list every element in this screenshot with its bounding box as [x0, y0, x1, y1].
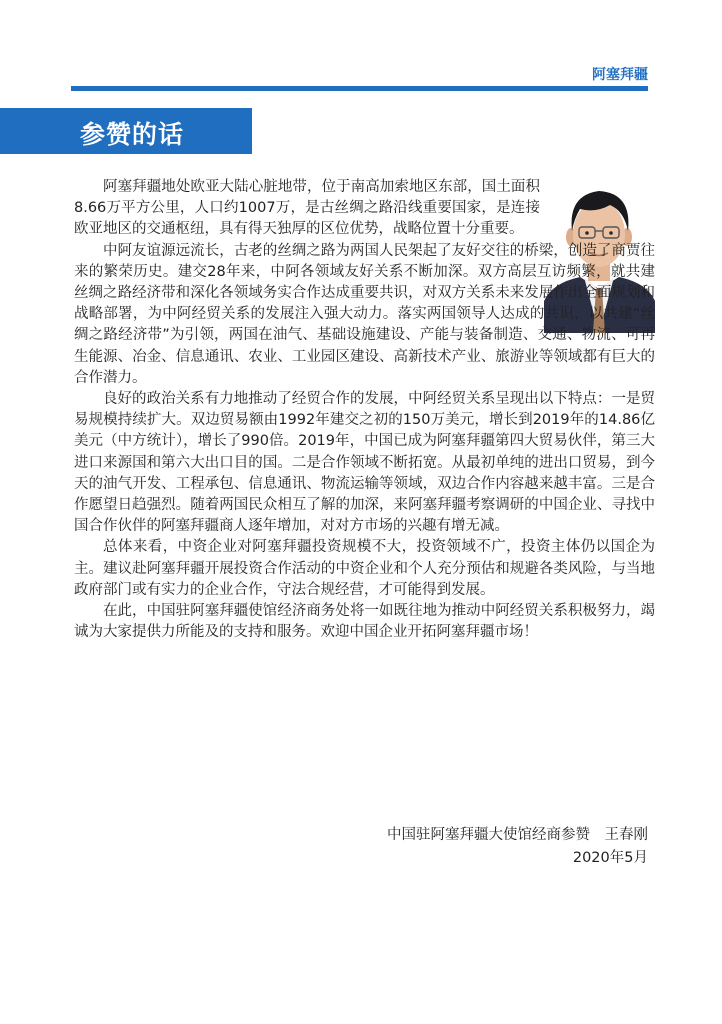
- paragraph: 良好的政治关系有力地推动了经贸合作的发展，中阿经贸关系呈现出以下特点：一是贸易规模持续扩大。双边贸易额由1992年建交之初的150万美元，增长到2019年的14.86亿美元（中方统计），增长了990倍。2019年，中国已成为阿塞拜疆第四大贸易伙伴，第三大进口来源国和第六大出口目的国。二是合作领域不断拓宽。从最初单纯的进出口贸易，到今天的油气开发、工程承包、信息通讯、物流运输等领域，双边合作内容越来越丰富。三是合作愿望日趋强烈。随着两国民众相互了解的加深，来阿塞拜疆考察调研的中国企业、寻找中国合作伙伴的阿塞拜疆商人逐年增加，对对方市场的兴趣有增无减。: [74, 391, 655, 535]
- header-country: 阿塞拜疆: [592, 67, 648, 83]
- signature-author: 中国驻阿塞拜疆大使馆经商参赞 王春刚: [387, 827, 648, 843]
- signature-date: 2020年5月: [572, 850, 648, 866]
- paragraph: 阿塞拜疆地处欧亚大陆心脏地带，位于南高加索地区东部，国土面积8.66万平方公里，人口约1007万，是古丝绸之路沿线重要国家，是连接欧亚地区的交通枢纽，具有得天独厚的区位优势，战略位置十分重要。: [74, 179, 540, 238]
- paragraph: 中阿友谊源远流长，古老的丝绸之路为两国人民架起了友好交往的桥梁，创造了商贾往来的繁荣历史。建交28年来，中阿各领域友好关系不断加深。双方高层互访频繁，就共建丝绸之路经济带和深化各领域务实合作达成重要共识，对双方关系未来发展作出全面规划和战略部署，为中阿经贸关系的发展注入强大动力。落实两国领导人达成的共识，以共建“丝绸之路经济带”为引领，两国在油气、基础设施建设、产能与装备制造、交通、物流、可再生能源、冶金、信息通讯、农业、工业园区建设、高新技术产业、旅游业等领域都有巨大的合作潜力。: [74, 242, 655, 386]
- page-title: 参赞的话: [80, 120, 185, 149]
- header-divider: [71, 86, 648, 91]
- article-body: [74, 177, 655, 643]
- paragraph: 在此，中国驻阿塞拜疆使馆经济商务处将一如既往地为推动中阿经贸关系积极努力，竭诚为大家提供力所能及的支持和服务。欢迎中国企业开拓阿塞拜疆市场！: [74, 603, 655, 641]
- title-banner: [0, 108, 252, 154]
- signature-block: [387, 824, 648, 870]
- paragraph: 总体来看，中资企业对阿塞拜疆投资规模不大，投资领域不广，投资主体仍以国企为主。建议赴阿塞拜疆开展投资合作活动的中资企业和个人充分预估和规避各类风险，与当地政府部门或有实力的企业合作，守法合规经营，才可能得到发展。: [74, 539, 655, 598]
